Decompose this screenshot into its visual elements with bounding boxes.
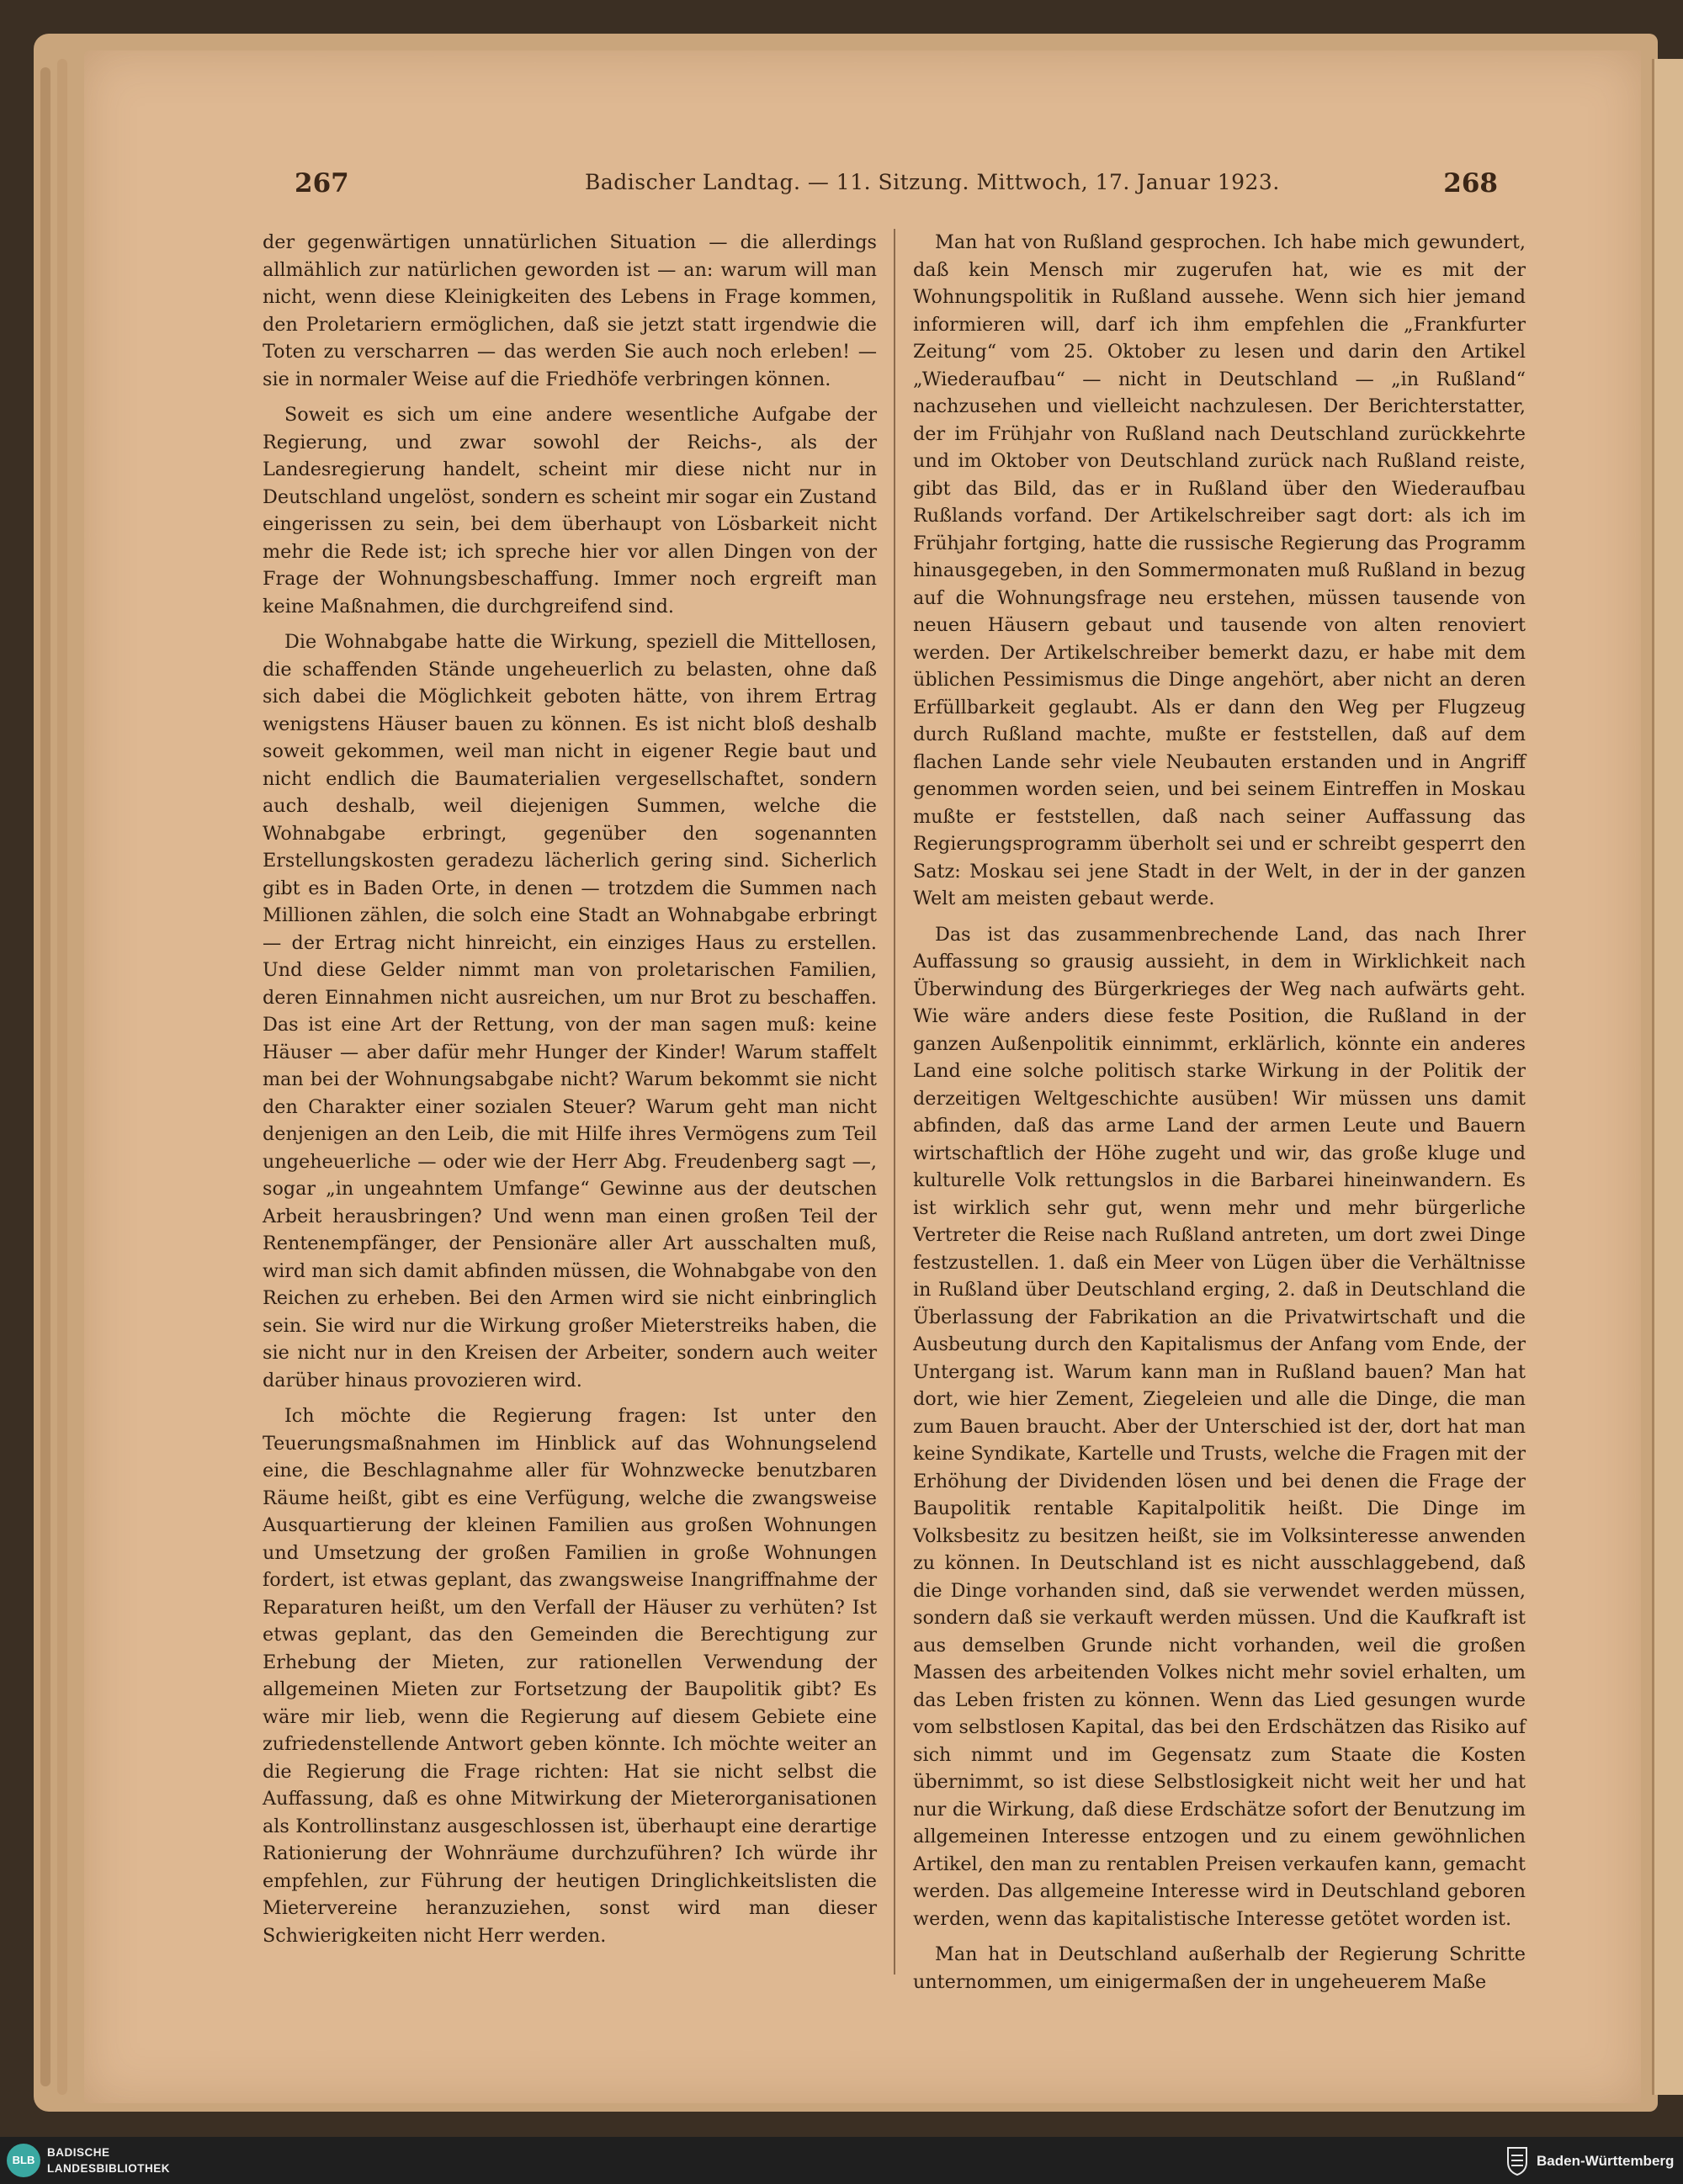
right-column bbox=[913, 229, 1526, 2004]
library-name-line1: BADISCHE bbox=[47, 2146, 110, 2159]
viewer-footer bbox=[0, 2137, 1683, 2184]
page-number-left: 267 bbox=[295, 168, 349, 199]
state-label[interactable]: Baden-Württemberg bbox=[1537, 2153, 1675, 2169]
left-column bbox=[263, 229, 877, 1958]
paragraph: Die Wohnabgabe hatte die Wirkung, speziell die Mittellosen, die schaffenden Stände ungeheuerlich zu belasten, ohne daß sich dabei die Möglichkeit geboten hätte, von ihrem Ertrag wenigstens Häuser bauen zu können. Es ist nicht bloß deshalb soweit gekommen, weil man nicht in eigener Regie baut und nicht endlich die Baumaterialien vergesellschaftet, sondern auch deshalb, weil diejenigen Summen, welche die Wohnabgabe erbringt, gegenüber den sogenannten Erstellungskosten geradezu lächerlich gering sind. Sicherlich gibt es in Baden Orte, in denen — trotzdem die Summen nach Millionen zählen, die solch eine Stadt an Wohnabgabe erbringt — der Ertrag nicht hinreicht, ein einziges Haus zu erstellen. Und diese Gelder nimmt man von proletarischen Familien, deren Einnahmen nicht ausreichen, um nur Brot zu beschaffen. Das ist eine Art der Rettung, von der man sagen muß: keine Häuser — aber dafür mehr Hunger der Kinder! Warum staffelt man bei der Wohnungsabgabe nicht? Warum bekommt sie nicht den Charakter einer sozialen Steuer? Warum geht man nicht denjenigen an den Leib, die mit Hilfe ihres Vermögens zum Teil ungeheuerliche — oder wie der Herr Abg. Freudenberg sagt —, sogar „in ungeahntem Umfange“ Gewinne aus der deutschen Arbeit herausbringen? Und wenn man einen großen Teil der Rentenempfänger, der Pensionäre aller Art ausschalten muß, wird man sich damit abfinden müssen, die Wohnabgabe von den Reichen zu erheben. Bei den Armen wird sie nicht einbringlich sein. Sie wird nur die Wirkung großer Mieterstreiks haben, die sie nicht nur in den Kreisen der Arbeiter, sondern auch weiter darüber hinaus provozieren wird. bbox=[263, 631, 877, 1392]
column-divider bbox=[894, 229, 895, 1975]
blb-logo-icon[interactable]: BLB bbox=[7, 2144, 40, 2177]
page-edge bbox=[57, 59, 67, 2095]
state-crest-icon bbox=[1506, 2145, 1528, 2176]
library-name-line2: LANDESBIBLIOTHEK bbox=[47, 2162, 170, 2175]
paragraph: Man hat von Rußland gesprochen. Ich habe mich gewundert, daß kein Mensch mir zugerufen hat, wie es mit der Wohnungspolitik in Rußland aussehe. Wenn sich hier jemand informieren will, darf ich ihm empfehlen die „Frankfurter Zeitung“ vom 25. Oktober zu lesen und darin den Artikel „Wiederaufbau“ — nicht in Deutschland — „in Rußland“ nachzusehen und vielleicht nachzulesen. Der Berichterstatter, der im Frühjahr von Rußland nach Deutschland zurückkehrte und im Oktober von Deutschland zurück nach Rußland reiste, gibt das Bild, das er in Rußland über den Wiederaufbau Rußlands vorfand. Der Artikelschreiber sagt dort: als ich im Frühjahr fortging, hatte die russische Regierung das Programm hinausgegeben, in den Sommermonaten muß Rußland in bezug auf die Wohnungsfrage neu erstehen, müssen tausende von neuen Häusern gebaut und tausende von alten renoviert werden. Der Artikelschreiber bemerkt dazu, er habe mit dem üblichen Pessimismus die Dinge angehört, aber nicht an deren Erfüllbarkeit geglaubt. Als er dann den Weg per Flugzeug durch Rußland machte, mußte er feststellen, daß auf dem flachen Lande sehr viele Neubauten erstanden und in Angriff genommen worden seien, und bei seinem Eintreffen in Moskau mußte er feststellen, daß nach seiner Auffassung das Regierungsprogramm überholt sei und er schreibt gesperrt den Satz: Moskau sei jene Stadt in der Welt, in der in der ganzen Welt am meisten gebaut werde. bbox=[913, 231, 1526, 909]
paragraph: Ich möchte die Regierung fragen: Ist unter den Teuerungsmaßnahmen im Hinblick auf das Wohnungselend eine, die Beschlagnahme aller für Wohnzwecke benutzbaren Räume heißt, gibt es eine Verfügung, welche die zwangsweise Ausquartierung der kleinen Familien aus großen Wohnungen und Umsetzung der großen Familien in große Wohnungen fordert, ist etwas geplant, das zwangsweise Inangriffnahme der Reparaturen heißt, um den Verfall der Häuser zu verhüten? Ist etwas geplant, das den Gemeinden die Berechtigung zur Erhebung der Mieten, zur rationellen Verwendung der allgemeinen Mieten zur Fortsetzung der Baupolitik gibt? Es wäre mir lieb, wenn die Regierung auf diesem Gebiete eine zufriedenstellende Antwort geben könnte. Ich möchte weiter an die Regierung die Frage richten: Hat sie nicht selbst die Auffassung, daß es ohne Mitwirkung der Mieterorganisationen als Kontrollinstanz ausgeschlossen ist, überhaupt eine derartige Rationierung der Wohnräume durchzuführen? Ich würde ihr empfehlen, zur Führung der heutigen Dringlichkeitslisten die Mietervereine heranzuziehen, sonst wird man dieser Schwierigkeiten nicht Herr werden. bbox=[263, 1405, 877, 1947]
library-name[interactable] bbox=[47, 2144, 170, 2176]
page-edge bbox=[40, 67, 50, 2086]
paragraph: Man hat in Deutschland außerhalb der Regierung Schritte unternommen, um einigermaßen der in ungeheuerem Maße bbox=[913, 1943, 1526, 1993]
paragraph: der gegenwärtigen unnatürlichen Situation — die allerdings allmählich zur natürlichen geworden ist — an: warum will man nicht, wenn diese Kleinigkeiten des Lebens in Frage kommen, den Proletariern ermöglichen, daß sie jetzt statt irgendwie die Toten zu verscharren — das werden Sie auch noch erleben! — sie in normaler Weise auf die Friedhöfe verbringen können. bbox=[263, 231, 877, 390]
running-title: Badischer Landtag. — 11. Sitzung. Mittwoch, 17. Januar 1923. bbox=[585, 170, 1280, 194]
paragraph: Das ist das zusammenbrechende Land, das nach Ihrer Auffassung so grausig aussieht, in dem in Wirklichkeit nach Überwindung des Bürgerkrieges der Weg nach aufwärts geht. Wie wäre anders diese feste Position, die Rußland in der ganzen Außenpolitik einnimmt, erklärlich, könnte ein anderes Land eine solche politisch starke Wirkung in der Politik der derzeitigen Weltgeschichte ausüben! Wir müssen uns damit abfinden, daß das arme Land der armen Leute und Bauern wirtschaftlich der Höhe zugeht und wir, das große kluge und kulturelle Volk rettungslos in die Barbarei hineinwandern. Es ist wirklich sehr gut, wenn mehr und mehr bürgerliche Vertreter die Reise nach Rußland antreten, um dort zwei Dinge festzustellen. 1. daß ein Meer von Lügen über die Verhältnisse in Rußland über Deutschland erging, 2. daß in Deutschland die Überlassung der Fabrikation an die Privatwirtschaft und die Ausbeutung durch den Kapitalismus der Anfang vom Ende, der Untergang ist. Warum kann man in Rußland bauen? Man hat dort, wie hier Zement, Ziegeleien und alle die Dinge, die man zum Bauen braucht. Aber der Unterschied ist der, dort hat man keine Syndikate, Kartelle und Trusts, welche die Fragen mit der Erhöhung der Dividenden lösen und bei denen die Frage der Baupolitik rentable Kapitalpolitik heißt. Die Dinge im Volksbesitz zu besitzen heißt, sie im Volksinteresse anwenden zu können. In Deutschland ist es nicht ausschlaggebend, daß die Dinge vorhanden sind, daß sie verwendet werden müssen, sondern daß sie verkauft werden müssen. Und die Kaufkraft ist aus demselben Grunde nicht vorhanden, weil die großen Massen des arbeitenden Volkes nicht mehr soviel erhalten, um das Leben fristen zu können. Wenn das Lied gesungen wurde vom selbstlosen Kapital, das bei den Erdschätzen das Risiko auf sich nimmt und im Gegensatz zum Staate die Kosten übernimmt, so ist diese Selbstlosigkeit nicht weit her und hat nur die Wirkung, daß diese Erdschätze sofort der Benutzung im allgemeinen Interesse entzogen und zu einem gewöhnlichen Artikel, den man zu rentablen Preisen verkaufen kann, gemacht werden. Das allgemeine Interesse wird in Deutschland geboren werden, wenn das kapitalistische Interesse getötet worden ist. bbox=[913, 923, 1526, 1930]
adjacent-page-edge bbox=[1652, 59, 1683, 2095]
page-number-right: 268 bbox=[1443, 168, 1498, 199]
page-header bbox=[295, 168, 1498, 202]
paragraph: Soweit es sich um eine andere wesentliche Aufgabe der Regierung, und zwar sowohl der Reichs-, als der Landesregierung handelt, scheint mir diese nicht nur in Deutschland ungelöst, sondern es scheint mir sogar ein Zustand eingerissen zu sein, bei dem überhaupt von Lösbarkeit nicht mehr die Rede ist; ich spreche hier vor allen Dingen von der Frage der Wohnungsbeschaffung. Immer noch ergreift man keine Maßnahmen, die durchgreifend sind. bbox=[263, 404, 877, 618]
